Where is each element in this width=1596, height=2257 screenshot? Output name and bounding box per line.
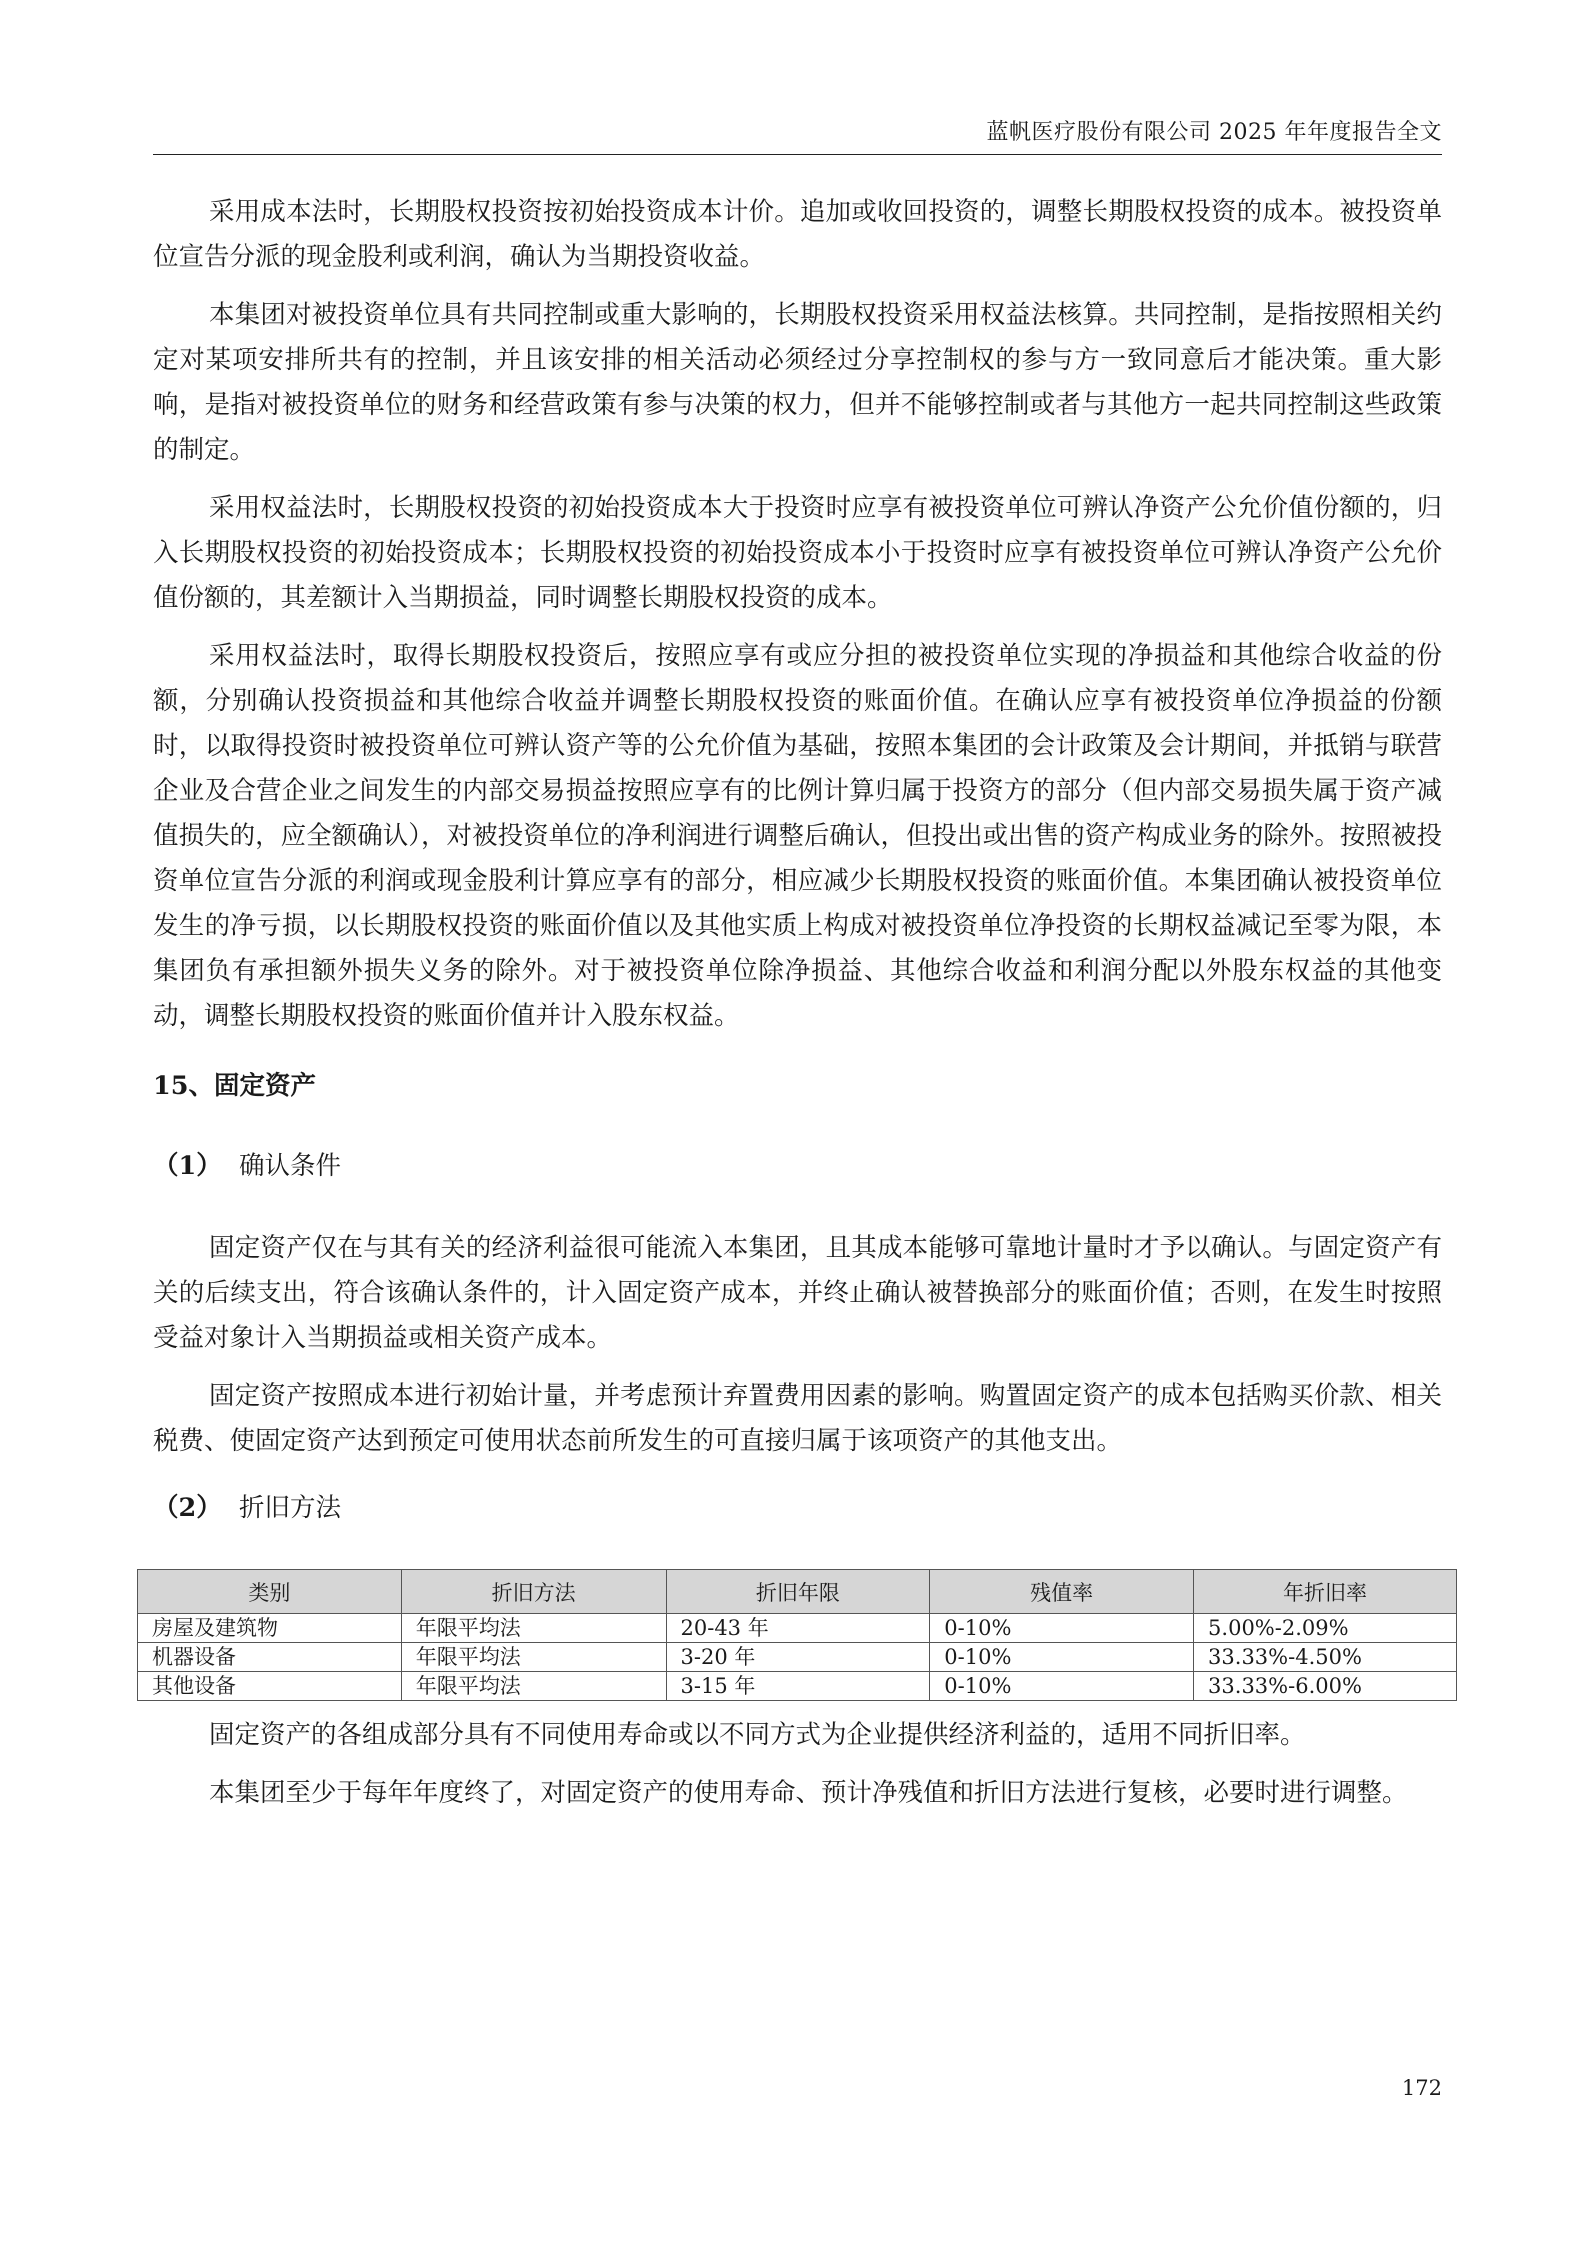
column-header: 类别	[138, 1570, 402, 1614]
table-cell: 33.33%-6.00%	[1194, 1672, 1457, 1701]
paragraph-equity-initial-cost: 采用权益法时，长期股权投资的初始投资成本大于投资时应享有被投资单位可辨认净资产公允价值份额的，归入长期股权投资的初始投资成本；长期股权投资的初始投资成本小于投资时应享有被投资单位可辨认净资产公允价值份额的，其差额计入当期损益，同时调整长期股权投资的成本。	[153, 493, 1442, 613]
depreciation-table	[137, 1569, 1457, 1701]
page-header	[153, 110, 1442, 155]
report-title: 蓝帆医疗股份有限公司 2025 年年度报告全文	[986, 120, 1442, 145]
subheading-number: （2）	[153, 1493, 222, 1523]
section-heading-fixed-assets: 15、固定资产	[153, 1071, 316, 1101]
depreciation-table-wrapper	[137, 1569, 1457, 1701]
column-header: 残值率	[930, 1570, 1194, 1614]
paragraph-cost-method: 采用成本法时，长期股权投资按初始投资成本计价。追加或收回投资的，调整长期股权投资的成本。被投资单位宣告分派的现金股利或利润，确认为当期投资收益。	[153, 197, 1442, 272]
column-header: 折旧方法	[401, 1570, 666, 1614]
table-row	[138, 1672, 1457, 1701]
table-cell: 33.33%-4.50%	[1194, 1643, 1457, 1672]
paragraph-equity-subsequent: 采用权益法时，取得长期股权投资后，按照应享有或应分担的被投资单位实现的净损益和其他综合收益的份额，分别确认投资损益和其他综合收益并调整长期股权投资的账面价值。在确认应享有被投资单位净损益的份额时，以取得投资时被投资单位可辨认资产等的公允价值为基础，按照本集团的会计政策及会计期间，并抵销与联营企业及合营企业之间发生的内部交易损益按照应享有的比例计算归属于投资方的部分（但内部交易损失属于资产减值损失的，应全额确认），对被投资单位的净利润进行调整后确认，但投出或出售的资产构成业务的除外。按照被投资单位宣告分派的利润或现金股利计算应享有的部分，相应减少长期股权投资的账面价值。本集团确认被投资单位发生的净亏损，以长期股权投资的账面价值以及其他实质上构成对被投资单位净投资的长期权益减记至零为限，本集团负有承担额外损失义务的除外。对于被投资单位除净损益、其他综合收益和利润分配以外股东权益的其他变动，调整长期股权投资的账面价值并计入股东权益。	[153, 641, 1442, 1031]
table-header-row	[138, 1570, 1457, 1614]
table-cell: 5.00%-2.09%	[1194, 1614, 1457, 1643]
table-cell: 年限平均法	[401, 1643, 666, 1672]
table-cell: 0-10%	[930, 1614, 1194, 1643]
document-body	[153, 190, 1442, 1829]
table-cell: 3-15 年	[666, 1672, 930, 1701]
table-row	[138, 1643, 1457, 1672]
page-number: 172	[1401, 2076, 1442, 2100]
table-cell: 0-10%	[930, 1643, 1194, 1672]
subheading-number: （1）	[153, 1151, 222, 1181]
paragraph-recognition-criteria: 固定资产仅在与其有关的经济利益很可能流入本集团，且其成本能够可靠地计量时才予以确认。与固定资产有关的后续支出，符合该确认条件的，计入固定资产成本，并终止确认被替换部分的账面价值；否则，在发生时按照受益对象计入当期损益或相关资产成本。	[153, 1233, 1442, 1353]
table-cell: 年限平均法	[401, 1672, 666, 1701]
subheading-depreciation	[153, 1486, 1442, 1531]
table-cell: 年限平均法	[401, 1614, 666, 1643]
table-cell: 机器设备	[138, 1643, 402, 1672]
table-cell: 3-20 年	[666, 1643, 930, 1672]
paragraph-annual-review: 本集团至少于每年年度终了，对固定资产的使用寿命、预计净残值和折旧方法进行复核，必要时进行调整。	[209, 1778, 1408, 1808]
table-cell: 20-43 年	[666, 1614, 930, 1643]
subheading-title: 确认条件	[239, 1151, 342, 1181]
table-cell: 其他设备	[138, 1672, 402, 1701]
subheading-title: 折旧方法	[239, 1493, 342, 1523]
paragraph-component-rates: 固定资产的各组成部分具有不同使用寿命或以不同方式为企业提供经济利益的，适用不同折旧率。	[209, 1720, 1306, 1750]
paragraph-equity-method-scope: 本集团对被投资单位具有共同控制或重大影响的，长期股权投资采用权益法核算。共同控制，是指按照相关约定对某项安排所共有的控制，并且该安排的相关活动必须经过分享控制权的参与方一致同意后才能决策。重大影响，是指对被投资单位的财务和经营政策有参与决策的权力，但并不能够控制或者与其他方一起共同控制这些政策的制定。	[153, 300, 1442, 465]
table-cell: 0-10%	[930, 1672, 1194, 1701]
paragraph-initial-measurement: 固定资产按照成本进行初始计量，并考虑预计弃置费用因素的影响。购置固定资产的成本包括购买价款、相关税费、使固定资产达到预定可使用状态前所发生的可直接归属于该项资产的其他支出。	[153, 1381, 1442, 1456]
table-row	[138, 1614, 1457, 1643]
column-header: 折旧年限	[666, 1570, 930, 1614]
column-header: 年折旧率	[1194, 1570, 1457, 1614]
subheading-recognition	[153, 1144, 1442, 1189]
table-cell: 房屋及建筑物	[138, 1614, 402, 1643]
